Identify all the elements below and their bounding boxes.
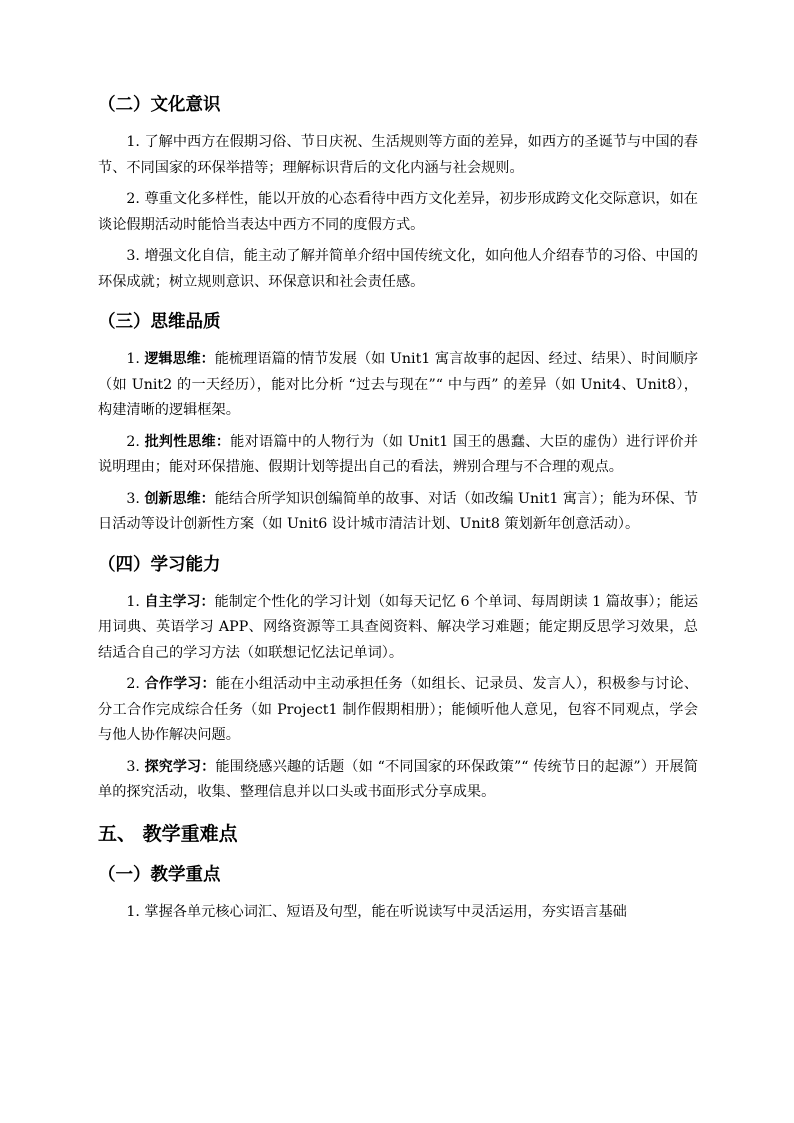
section-heading-key-points: （一）教学重点 xyxy=(98,864,221,885)
learning-item-2-text: 能在小组活动中主动承担任务（如组长、记录员、发言人），积极参与讨论、分工合作完成综合任务（如 Project1 制作假期相册）；能倾听他人意见，包容不同观点，学会与他人协作解决问题。 xyxy=(98,676,699,743)
learning-item-2 xyxy=(98,672,698,749)
section-thinking xyxy=(98,309,698,538)
thinking-item-3 xyxy=(98,487,698,538)
culture-item-1: 1. 了解中西方在假期习俗、节日庆祝、生活规则等方面的差异，如西方的圣诞节与中国的春节、不同国家的环保举措等；理解标识背后的文化内涵与社会规则。 xyxy=(98,134,698,176)
learning-item-1 xyxy=(98,590,698,667)
section-culture xyxy=(98,92,698,295)
thinking-item-3-num: 3. xyxy=(126,490,140,507)
chapter-heading-difficulty: 五、 教学重难点 xyxy=(98,822,238,845)
thinking-item-2-num: 2. xyxy=(126,433,140,450)
learning-item-2-num: 2. xyxy=(126,676,140,692)
learning-item-3 xyxy=(98,755,698,806)
learning-item-2-label: 合作学习： xyxy=(144,676,216,692)
culture-item-2: 2. 尊重文化多样性，能以开放的心态看待中西方文化差异，初步形成跨文化交际意识，如在谈论假期活动时能恰当表达中西方不同的度假方式。 xyxy=(98,191,698,233)
learning-item-3-text: 能围绕感兴趣的话题（如 “不同国家的环保政策”“ 传统节日的起源”）开展简单的探究活动，收集、整理信息并以口头或书面形式分享成果。 xyxy=(98,758,698,800)
document-content xyxy=(98,92,698,939)
section-heading-thinking: （三）思维品质 xyxy=(98,312,221,332)
thinking-item-1 xyxy=(98,347,698,424)
section-heading-learning: （四）学习能力 xyxy=(98,554,221,575)
section-difficulty xyxy=(98,820,698,926)
thinking-item-1-text: 能梳理语篇的情节发展（如 Unit1 寓言故事的起因、经过、结果）、时间顺序（如 Unit2 的一天经历），能对比分析 “过去与现在”“ 中与西” 的差异（如 Unit4、Unit8），构建清晰的逻辑框架。 xyxy=(98,351,699,418)
thinking-item-2 xyxy=(98,430,698,481)
section-heading-culture: （二）文化意识 xyxy=(98,95,221,115)
section-learning xyxy=(98,552,698,806)
key-point-item-1: 1. 掌握各单元核心词汇、短语及句型，能在听说读写中灵活运用，夯实语言基础 xyxy=(126,903,627,920)
learning-item-1-label: 自主学习： xyxy=(144,593,215,610)
thinking-item-3-label: 创新思维： xyxy=(144,490,215,507)
thinking-item-1-label: 逻辑思维： xyxy=(144,351,215,367)
learning-item-3-num: 3. xyxy=(126,758,140,775)
thinking-item-1-num: 1. xyxy=(126,351,140,367)
thinking-item-2-text: 能对语篇中的人物行为（如 Unit1 国王的愚蠢、大臣的虚伪）进行评价并说明理由；能对环保措施、假期计划等提出自己的看法，辨别合理与不合理的观点。 xyxy=(98,433,698,475)
culture-item-3: 3. 增强文化自信，能主动了解并简单介绍中国传统文化，如向他人介绍春节的习俗、中国的环保成就；树立规则意识、环保意识和社会责任感。 xyxy=(98,248,698,290)
learning-item-3-label: 探究学习： xyxy=(144,758,216,775)
learning-item-1-text: 能制定个性化的学习计划（如每天记忆 6 个单词、每周朗读 1 篇故事）；能运用词典、英语学习 APP、网络资源等工具查阅资料、解决学习难题；能定期反思学习效果，总结适合自己的学习方法（如联想记忆法记单词）。 xyxy=(98,593,699,661)
thinking-item-3-text: 能结合所学知识创编简单的故事、对话（如改编 Unit1 寓言）；能为环保、节日活动等设计创新性方案（如 Unit6 设计城市清洁计划、Unit8 策划新年创意活动）。 xyxy=(98,490,699,532)
learning-item-1-num: 1. xyxy=(126,593,140,610)
thinking-item-2-label: 批判性思维： xyxy=(144,433,231,450)
